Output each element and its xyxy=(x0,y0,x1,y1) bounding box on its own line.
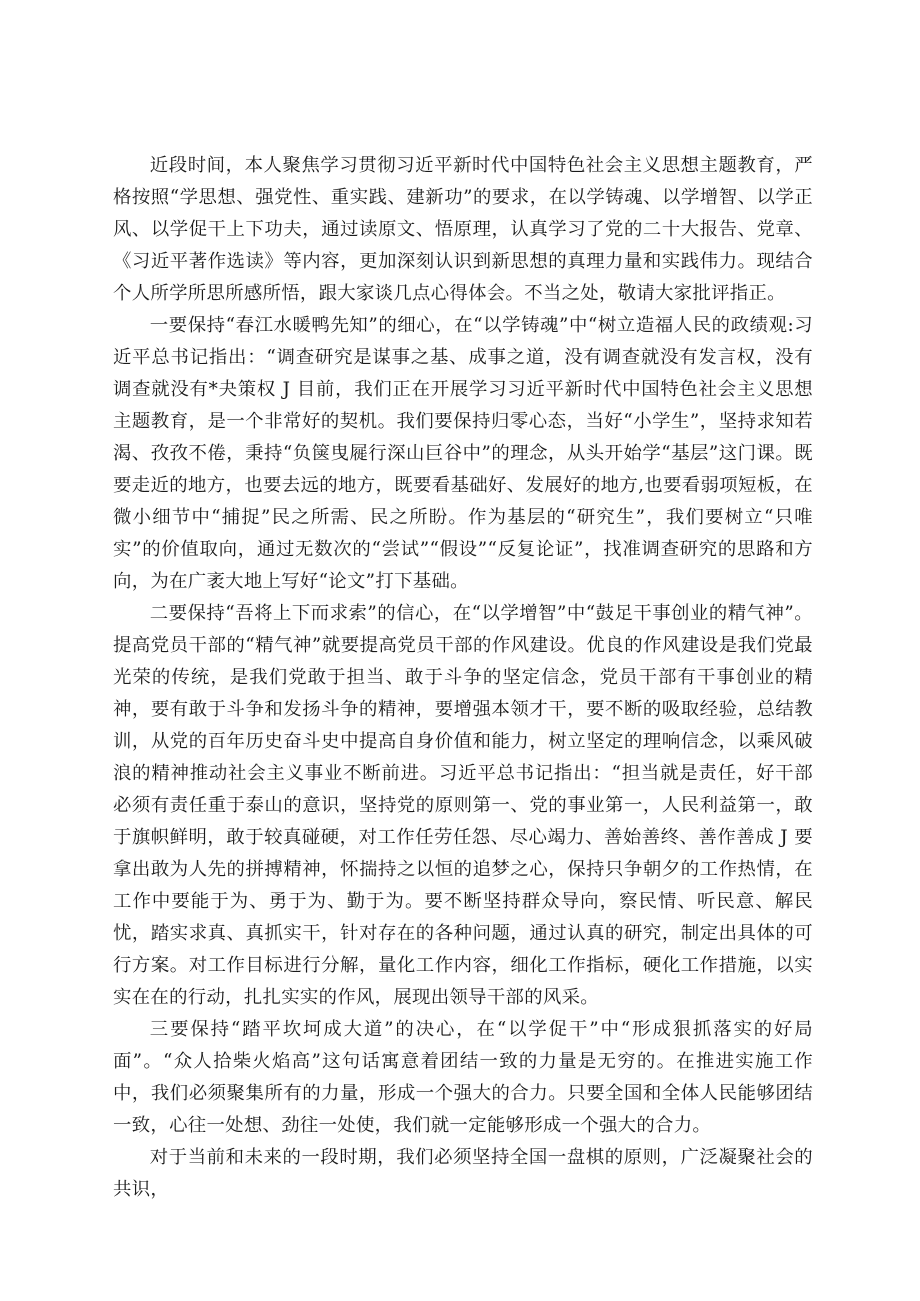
continuation-paragraph: 对于当前和未来的一段时期，我们必须坚持全国一盘棋的原则，广泛凝聚社会的共识， xyxy=(113,1147,813,1200)
intro-paragraph: 近段时间，本人聚焦学习贯彻习近平新时代中国特色社会主义思想主题教育，严格按照“学思想、强党性、重实践、建新功”的要求，在以学铸魂、以学增智、以学正风、以学促干上下功夫，通过读原文、悟原理，认真学习了党的二十大报告、党章、《习近平著作选读》等内容，更加深刻认识到新思想的真理力量和实践伟力。现结合个人所学所思所感所悟，跟大家谈几点心得体会。不当之处，敬请大家批评指正。 xyxy=(113,155,813,304)
first-point-paragraph: 一要保持“春江水暖鸭先知”的细心，在“以学铸魂”中“树立造福人民的政绩观:习近平总书记指出：“调查研究是谋事之基、成事之道，没有调查就没有发言权，没有调查就没有*夬策权 J 目前，我们正在开展学习习近平新时代中国特色社会主义思想主题教育，是一个非常好的契机。我们要保持归零心态，当好“小学生”，坚持求知若渴、孜孜不倦，秉持“负箧曳屣行深山巨谷中”的理念，从头开始学“基层”这门课。既要走近的地方，也要去远的地方，既要看基础好、发展好的地方,也要看弱项短板，在微小细节中“捕捉”民之所需、民之所盼。作为基层的“研究生”，我们要树立“只唯实”的价值取向，通过无数次的“尝试”“假设”“反复论证”，找准调查研究的思路和方向，为在广袤大地上写好“论文”打下基础。 xyxy=(113,315,813,592)
document-body xyxy=(113,150,813,1206)
third-point-paragraph: 三要保持“踏平坎坷成大道”的决心，在“以学促干”中“形成狠抓落实的好局面”。“众人拾柴火焰高”这句话寓意着团结一致的力量是无穷的。在推进实施工作中，我们必须聚集所有的力量，形成一个强大的合力。只要全国和全体人民能够团结一致，心往一处想、劲往一处使，我们就一定能够形成一个强大的合力。 xyxy=(113,1019,813,1136)
second-point-paragraph: 二要保持“吾将上下而求索”的信心，在“以学增智”中“鼓足干事创业的精气神”。提高党员干部的“精气神”就要提高党员干部的作风建设。优良的作风建设是我们党最光荣的传统，是我们党敢于担当、敢于斗争的坚定信念，党员干部有干事创业的精神，要有敢于斗争和发扬斗争的精神，要增强本领才干，要不断的吸取经验，总结教训，从党的百年历史奋斗史中提高自身价值和能力，树立坚定的理响信念，以乘风破浪的精神推动社会主义事业不断前进。习近平总书记指出：“担当就是责任，好干部必须有责任重于泰山的意识，坚持党的原则第一、党的事业第一，人民利益第一，敢于旗帜鲜明，敢于较真碰硬，对工作任劳任怨、尽心竭力、善始善终、善作善成 J 要拿出敢为人先的拼搏精神，怀揣持之以恒的追梦之心，保持只争朝夕的工作热情，在工作中要能于为、勇于为、勤于为。要不断坚持群众导向，察民情、听民意、解民忧，踏实求真、真抓实干，针对存在的各种问题，通过认真的研究，制定出具体的可行方案。对工作目标进行分解，量化工作内容，细化工作指标，硬化工作措施，以实实在在的行动，扎扎实实的作风，展现出领导干部的风采。 xyxy=(113,603,813,1008)
